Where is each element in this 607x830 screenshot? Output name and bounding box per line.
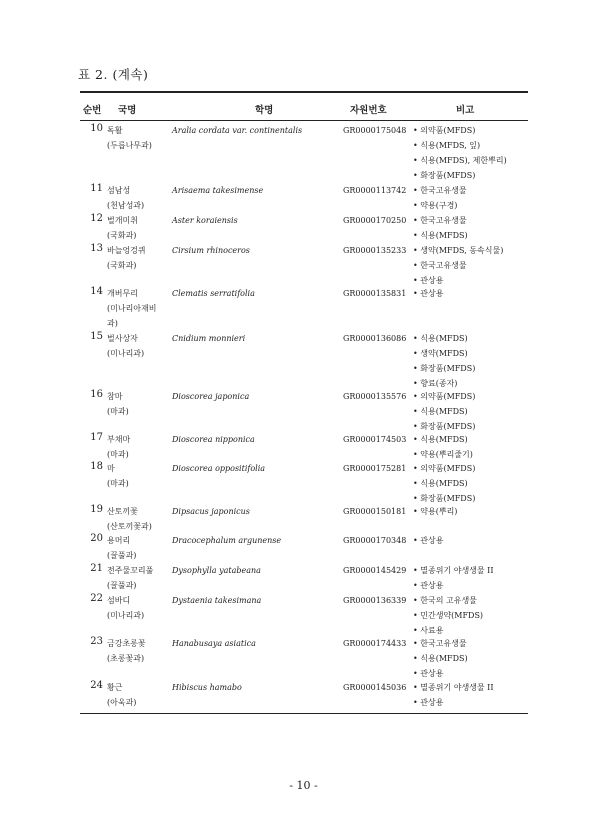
remarks <box>413 563 494 593</box>
remarks <box>413 286 443 301</box>
remark-item: • 의약품(MFDS) <box>413 464 476 473</box>
row-number: 21 <box>90 563 103 574</box>
korean-name-line: 섬바디 <box>107 596 131 605</box>
korean-name <box>107 331 177 361</box>
family-name-line: (국화과) <box>107 261 137 270</box>
family-name-line: 과) <box>107 319 118 328</box>
remarks <box>413 461 475 506</box>
row-number: 18 <box>90 461 103 472</box>
resource-id: GR0000170348 <box>343 536 407 545</box>
korean-name-line: 금강초롱꽃 <box>107 639 146 648</box>
korean-name <box>107 563 177 593</box>
row-number: 19 <box>90 504 103 515</box>
remark-item: • 약용(뿌리줄기) <box>413 450 473 459</box>
remarks <box>413 243 503 288</box>
scientific-name: Aralia cordata var. continentalis <box>172 126 303 135</box>
scientific-name: Dystaenia takesimana <box>172 596 262 605</box>
resource-id: GR0000174433 <box>343 639 407 648</box>
resource-id: GR0000174503 <box>343 435 407 444</box>
korean-name-line: 벌개미취 <box>107 216 138 225</box>
family-name-line: (미나리과) <box>107 611 145 620</box>
remarks <box>413 533 443 548</box>
scientific-name: Dioscorea oppositifolia <box>172 464 266 473</box>
resource-id: GR0000135831 <box>343 289 407 298</box>
family-name-line: (국화과) <box>107 231 137 240</box>
remark-item: • 화장품(MFDS) <box>413 422 476 431</box>
remarks <box>413 680 494 710</box>
remark-item: • 식용(MFDS) <box>413 479 468 488</box>
row-number: 23 <box>90 636 103 647</box>
remark-item: • 향료(종자) <box>413 379 458 388</box>
resource-id: GR0000150181 <box>343 507 407 516</box>
header-scientific-name: 학명 <box>255 105 274 116</box>
resource-id: GR0000135576 <box>343 392 407 401</box>
resource-id: GR0000170250 <box>343 216 407 225</box>
korean-name <box>107 593 177 623</box>
scientific-name: Arisaema takesimense <box>172 186 264 195</box>
remarks <box>413 389 475 434</box>
remark-item: • 관상용 <box>413 669 444 678</box>
remark-item: • 식용(MFDS) <box>413 654 468 663</box>
korean-name-line: 개버무리 <box>107 289 138 298</box>
family-name-line: (천남성과) <box>107 201 145 210</box>
remark-item: • 한국고유생물 <box>413 216 467 225</box>
header-korean-name: 국명 <box>118 105 137 116</box>
korean-name-line: 용머리 <box>107 536 131 545</box>
scientific-name: Cirsium rhinoceros <box>172 246 250 255</box>
korean-name <box>107 213 177 243</box>
remark-item: • 사료용 <box>413 626 444 635</box>
remarks <box>413 593 483 638</box>
remark-item: • 의약품(MFDS) <box>413 126 476 135</box>
scientific-name: Hanabusaya asiatica <box>172 639 256 648</box>
scientific-name: Aster koraiensis <box>172 216 238 225</box>
scientific-name: Dysophylla yatabeana <box>172 566 261 575</box>
family-name-line: (마과) <box>107 450 129 459</box>
korean-name <box>107 243 177 273</box>
korean-name <box>107 123 177 153</box>
header-number: 순번 <box>83 105 102 116</box>
remark-item: • 의약품(MFDS) <box>413 392 476 401</box>
remark-item: • 한국의 고유생물 <box>413 596 477 605</box>
korean-name-line: 바늘엉겅퀴 <box>107 246 146 255</box>
header-resource-id: 자원번호 <box>350 105 387 116</box>
korean-name-line: 벌사상자 <box>107 334 138 343</box>
remark-item: • 생약(MFDS, 동속식물) <box>413 246 504 255</box>
remark-item: • 생약(MFDS) <box>413 349 468 358</box>
resource-id: GR0000136339 <box>343 596 407 605</box>
korean-name <box>107 461 177 491</box>
korean-name-line: 황근 <box>107 683 123 692</box>
resource-id: GR0000135233 <box>343 246 407 255</box>
row-number: 15 <box>90 331 103 342</box>
resource-id: GR0000145429 <box>343 566 407 575</box>
remarks <box>413 504 457 519</box>
korean-name <box>107 432 177 462</box>
row-number: 14 <box>90 286 103 297</box>
row-number: 13 <box>90 243 103 254</box>
resource-id: GR0000145036 <box>343 683 407 692</box>
scientific-name: Clematis serratifolia <box>172 289 255 298</box>
remark-item: • 식용(MFDS) <box>413 435 468 444</box>
korean-name <box>107 533 177 563</box>
korean-name <box>107 183 177 213</box>
korean-name-line: 섬남성 <box>107 186 131 195</box>
table-caption: 표 2. (계속) <box>78 67 149 82</box>
remark-item: • 한국고유생물 <box>413 639 467 648</box>
family-name-line: (마과) <box>107 407 129 416</box>
korean-name-line: 전주물꼬리풀 <box>107 566 154 575</box>
remark-item: • 관상용 <box>413 581 444 590</box>
scientific-name: Dioscorea nipponica <box>172 435 255 444</box>
family-name-line: (두릅나무과) <box>107 141 152 150</box>
remark-item: • 민간생약(MFDS) <box>413 611 484 620</box>
remark-item: • 식용(MFDS) <box>413 407 468 416</box>
remark-item: • 한국고유생물 <box>413 261 467 270</box>
family-name-line: (꿀풀과) <box>107 551 137 560</box>
family-name-line: (미나리아재비 <box>107 304 157 313</box>
family-name-line: (초롱꽃과) <box>107 654 145 663</box>
remarks <box>413 213 468 243</box>
korean-name <box>107 286 177 331</box>
remark-item: • 식용(MFDS, 잎) <box>413 141 481 150</box>
scientific-name: Dracocephalum argunense <box>172 536 282 545</box>
remark-item: • 멸종위기 야생생물 II <box>413 566 494 575</box>
table-header <box>80 93 528 121</box>
remarks <box>413 636 468 681</box>
header-remarks: 비고 <box>456 105 475 116</box>
resource-id: GR0000136086 <box>343 334 407 343</box>
korean-name-line: 독활 <box>107 126 123 135</box>
remark-item: • 식용(MFDS) <box>413 231 468 240</box>
remark-item: • 관상용 <box>413 276 444 285</box>
remark-item: • 관상용 <box>413 698 444 707</box>
korean-name-line: 참마 <box>107 392 123 401</box>
row-number: 16 <box>90 389 103 400</box>
remarks <box>413 432 473 462</box>
family-name-line: (마과) <box>107 479 129 488</box>
remark-item: • 약용(뿌리) <box>413 507 458 516</box>
korean-name-line: 부채마 <box>107 435 131 444</box>
remark-item: • 식용(MFDS) <box>413 334 468 343</box>
korean-name <box>107 680 177 710</box>
remark-item: • 약용(구경) <box>413 201 458 210</box>
resource-id: GR0000175048 <box>343 126 407 135</box>
korean-name <box>107 636 177 666</box>
scientific-name: Cnidium monnieri <box>172 334 246 343</box>
remarks <box>413 183 467 213</box>
remark-item: • 화장품(MFDS) <box>413 171 476 180</box>
scientific-name: Dioscorea japonica <box>172 392 250 401</box>
korean-name <box>107 389 177 419</box>
resource-id: GR0000113742 <box>343 186 407 195</box>
remark-item: • 관상용 <box>413 289 444 298</box>
row-number: 20 <box>90 533 103 544</box>
row-number: 10 <box>90 123 103 134</box>
family-name-line: (산토끼꽃과) <box>107 522 152 531</box>
family-name-line: (꿀풀과) <box>107 581 137 590</box>
remark-item: • 화장품(MFDS) <box>413 494 476 503</box>
resource-id: GR0000175281 <box>343 464 407 473</box>
remark-item: • 관상용 <box>413 536 444 545</box>
row-number: 12 <box>90 213 103 224</box>
korean-name-line: 마 <box>107 464 115 473</box>
remark-item: • 식용(MFDS), 제한뿌리) <box>413 156 507 165</box>
scientific-name: Dipsacus japonicus <box>172 507 250 516</box>
species-table <box>80 91 528 714</box>
remark-item: • 한국고유생물 <box>413 186 467 195</box>
remarks <box>413 331 475 391</box>
row-number: 24 <box>90 680 103 691</box>
korean-name-line: 산토끼꽃 <box>107 507 138 516</box>
remarks <box>413 123 507 183</box>
scientific-name: Hibiscus hamabo <box>172 683 242 692</box>
row-number: 17 <box>90 432 103 443</box>
remark-item: • 화장품(MFDS) <box>413 364 476 373</box>
remark-item: • 멸종위기 야생생물 II <box>413 683 494 692</box>
family-name-line: (미나리과) <box>107 349 145 358</box>
row-number: 11 <box>90 183 103 194</box>
korean-name <box>107 504 177 534</box>
page-number: - 10 - <box>289 779 318 792</box>
family-name-line: (아욱과) <box>107 698 137 707</box>
row-number: 22 <box>90 593 103 604</box>
